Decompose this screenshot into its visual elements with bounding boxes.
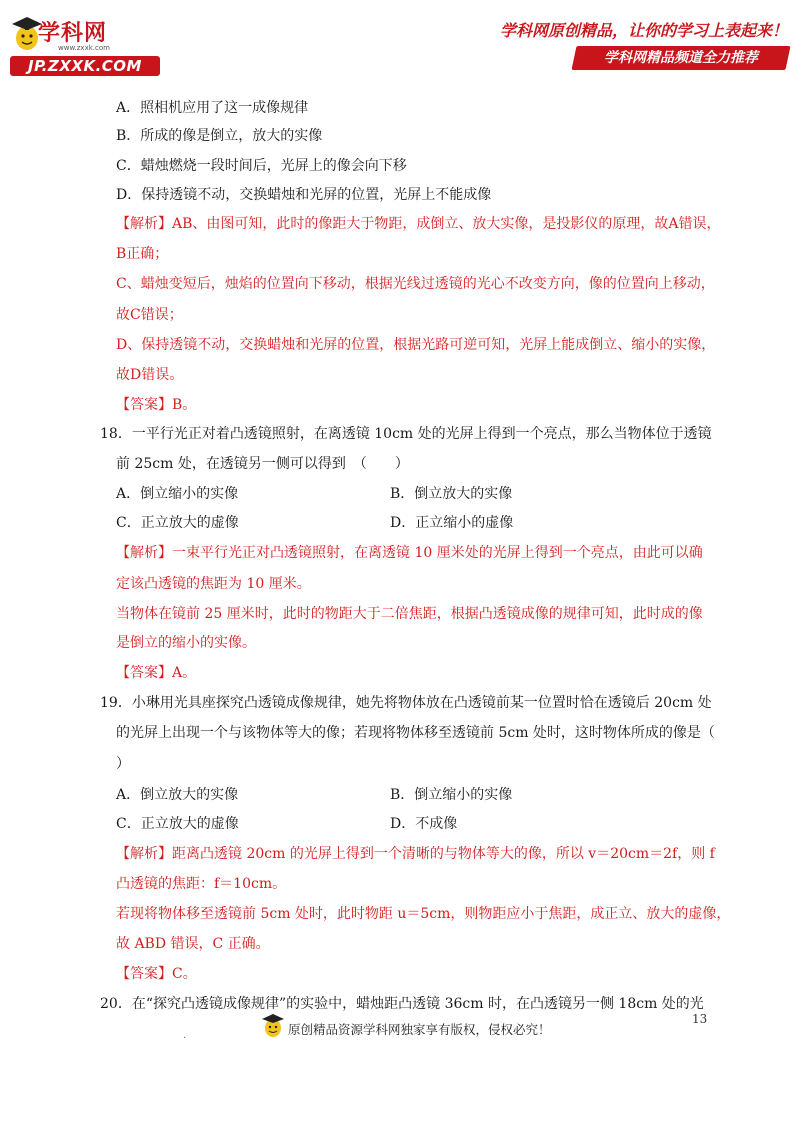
logo-badge: JP.ZXXK.COM — [10, 56, 160, 76]
q18-stem: 18．一平行光正对着凸透镜照射，在离透镜 10cm 处的光屏上得到一个亮点，那么当物体位于透镜 — [100, 426, 712, 442]
q20-stem: 20．在“探究凸透镜成像规律”的实验中，蜡烛距凸透镜 36cm 时，在凸透镜另一侧 18cm 处的光 — [100, 996, 704, 1012]
q17-analysis-line: B正确； — [116, 246, 169, 262]
q17-option-d: D．保持透镜不动，交换蜡烛和光屏的位置，光屏上不能成像 — [116, 187, 492, 203]
q19-analysis-line: 【解析】距离凸透镜 20cm 的光屏上得到一个清晰的与物体等大的像，所以 v＝20cm＝2f，则 f — [116, 846, 715, 862]
q19-option-b: B．倒立缩小的实像 — [390, 787, 513, 803]
q19-stem: 的光屏上出现一个与该物体等大的像；若现将物体移至透镜前 5cm 处时，这时物体所成的像是（ — [116, 725, 715, 741]
q17-analysis-line: C、蜡烛变短后，烛焰的位置向下移动，根据光线过透镜的光心不改变方向，像的位置向上移动， — [116, 276, 715, 292]
mascot-footer-icon — [262, 1012, 284, 1038]
footer-copyright: 原创精品资源学科网独家享有版权，侵权必究！ — [288, 1022, 551, 1037]
q19-analysis-line: 若现将物体移至透镜前 5cm 处时，此时物距 u＝5cm，则物距应小于焦距，成正立、放大的虚像， — [116, 906, 731, 922]
q18-analysis-line: 是倒立的缩小的实像。 — [116, 635, 256, 651]
q19-analysis-line: 故 ABD 错误，C 正确。 — [116, 936, 270, 952]
q19-stem: ） — [116, 756, 130, 772]
q19-option-a: A．倒立放大的实像 — [116, 787, 239, 803]
q19-stem: 19．小琳用光具座探究凸透镜成像规律，她先将物体放在凸透镜前某一位置时恰在透镜后 20cm 处 — [100, 695, 712, 711]
q18-analysis-line: 当物体在镜前 25 厘米时，此时的物距大于二倍焦距，根据凸透镜成像的规律可知，此时成的像 — [116, 606, 703, 622]
q17-analysis-line: 故D错误。 — [116, 367, 184, 383]
header-slogan: 学科网原创精品，让你的学习上表起来！ — [499, 21, 788, 40]
q19-answer: 【答案】C。 — [116, 966, 197, 982]
logo-title: 学科网 — [38, 21, 108, 46]
q17-analysis-line: 故C错误； — [116, 307, 183, 323]
q18-option-b: B．倒立放大的实像 — [390, 486, 513, 502]
q19-option-d: D．不成像 — [390, 816, 458, 832]
q17-option-a: A．照相机应用了这一成像规律 — [116, 100, 309, 116]
q18-stem: 前 25cm 处，在透镜另一侧可以得到 （ ） — [116, 456, 409, 472]
q18-option-c: C．正立放大的虚像 — [116, 515, 239, 531]
q17-option-c: C．蜡烛燃烧一段时间后，光屏上的像会向下移 — [116, 158, 407, 174]
q18-option-d: D．正立缩小的虚像 — [390, 515, 514, 531]
q17-answer: 【答案】B。 — [116, 397, 197, 413]
page-header — [0, 0, 800, 90]
footer-dot: . — [183, 1030, 187, 1041]
slogan-badge: 学科网精品频道全力推荐 — [604, 50, 758, 66]
q18-analysis-line: 【解析】一束平行光正对凸透镜照射，在离透镜 10 厘米处的光屏上得到一个亮点，由此可以确 — [116, 545, 703, 561]
q17-option-b: B．所成的像是倒立，放大的实像 — [116, 128, 323, 144]
logo-url: www.zxxk.com — [58, 44, 110, 52]
site-logo[interactable] — [10, 14, 170, 76]
q18-option-a: A．倒立缩小的实像 — [116, 486, 239, 502]
page-number: 13 — [692, 1012, 708, 1026]
q19-analysis-line: 凸透镜的焦距：f＝10cm。 — [116, 876, 287, 892]
q18-answer: 【答案】A。 — [116, 665, 197, 681]
q18-analysis-line: 定该凸透镜的焦距为 10 厘米。 — [116, 576, 311, 592]
q17-analysis-line: D、保持透镜不动，交换蜡烛和光屏的位置，根据光路可逆可知，光屏上能成倒立、缩小的实像， — [116, 337, 716, 353]
q19-option-c: C．正立放大的虚像 — [116, 816, 239, 832]
q17-analysis-line: 【解析】AB、由图可知，此时的像距大于物距，成倒立、放大实像，是投影仪的原理，故A错误， — [116, 216, 721, 232]
